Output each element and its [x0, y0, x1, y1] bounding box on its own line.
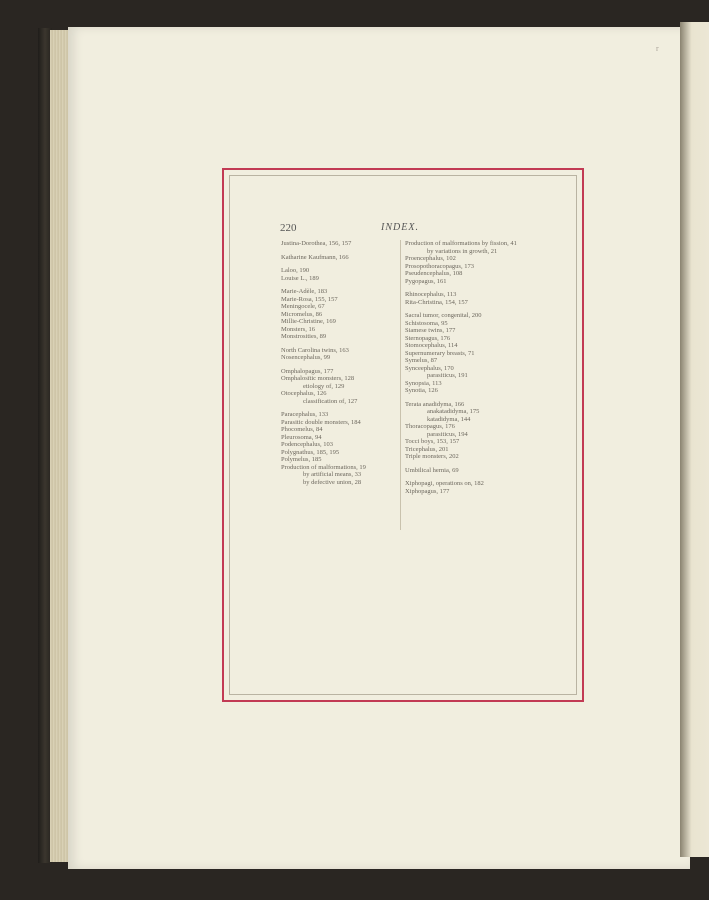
index-entry: Rhinocephalus, 113 — [405, 291, 457, 298]
index-entry: Thoracopagus, 176 — [405, 423, 455, 430]
index-entry: Monsters, 16 — [281, 325, 315, 333]
index-entry: Stomocephalus, 114 — [405, 342, 458, 349]
index-column-left — [281, 240, 401, 486]
index-entry: Rita-Christina, 154, 157 — [405, 298, 468, 306]
index-entry: Umbilical hernia, 69 — [405, 466, 459, 474]
index-entry: Symelus, 87 — [405, 357, 438, 364]
index-subentry: katadidyma, 144 — [427, 415, 471, 423]
index-subentry: anakatadidyma, 175 — [427, 408, 480, 415]
index-entry: Podencephalus, 103 — [281, 441, 333, 448]
index-subentry: by defective union, 28 — [303, 478, 362, 486]
index-subentry: by variations in growth, 21 — [427, 247, 498, 255]
index-entry: Phocomelus, 84 — [281, 426, 323, 433]
index-entry: Tricephalus, 201 — [405, 445, 449, 453]
index-entry: Paracephalus, 133 — [281, 411, 329, 418]
index-entry: Pygopagus, 161 — [405, 277, 447, 285]
index-entry: Synopsia, 113 — [405, 379, 442, 387]
index-entry: Xiphopagus, 177 — [405, 487, 450, 495]
page-edges — [50, 30, 70, 862]
index-entry: Marie-Rosa, 155, 157 — [281, 295, 338, 303]
index-column-right — [405, 240, 535, 495]
index-entry: Polymelus, 185 — [281, 456, 322, 463]
index-entry: Meningocele, 67 — [281, 303, 325, 310]
index-entry: Pleurosoma, 94 — [281, 433, 322, 441]
index-entry: Laloo, 190 — [281, 267, 310, 274]
index-entry: Production of malformations, 19 — [281, 463, 366, 471]
page-number: 220 — [280, 222, 297, 234]
index-entry: Pseudencephalus, 108 — [405, 270, 463, 277]
index-entry: Parasitic double monsters, 184 — [281, 418, 361, 426]
index-entry: Micromelus, 86 — [281, 310, 323, 318]
index-entry: Prosopothoracopagus, 173 — [405, 262, 474, 270]
index-entry: Xiphopagi, operations on, 182 — [405, 480, 484, 487]
index-entry: Siamese twins, 177 — [405, 327, 456, 334]
index-entry: Sternopagus, 176 — [405, 334, 451, 342]
index-entry: Synotia, 126 — [405, 387, 438, 394]
index-entry: Supernumerary breasts, 71 — [405, 349, 475, 357]
corner-mark: r — [656, 44, 659, 53]
index-entry: Omphalosītic monsters, 128 — [281, 375, 355, 382]
index-entry: Schistosoma, 95 — [405, 319, 448, 327]
index-entry: Otocephalus, 126 — [281, 390, 327, 397]
index-entry: Louise L., 189 — [281, 274, 319, 282]
index-subentry: by artificial means, 33 — [303, 471, 362, 478]
index-entry: Marie-Adèle, 183 — [281, 288, 328, 295]
index-entry: Tocci boys, 153, 157 — [405, 438, 460, 445]
index-subentry: parasiticus, 191 — [427, 372, 468, 379]
index-entry: Omphalopagus, 177 — [281, 367, 334, 375]
column-divider — [400, 240, 401, 530]
index-entry: Proencephalus, 102 — [405, 255, 456, 262]
index-entry: Sacral tumor, congenital, 200 — [405, 312, 482, 319]
page-header — [280, 222, 580, 236]
index-entry: Terata anadidyma, 166 — [405, 400, 465, 408]
index-subentry: parasiticus, 194 — [427, 430, 468, 438]
running-title: INDEX. — [381, 222, 419, 233]
index-entry: North Carolina twins, 163 — [281, 346, 349, 354]
index-entry: Synceephalus, 170 — [405, 364, 454, 372]
index-entry: Millie-Christine, 169 — [281, 318, 336, 325]
index-subentry: classification of, 127 — [303, 397, 358, 405]
index-entry: Monstrosities, 89 — [281, 333, 327, 340]
index-entry: Justina-Dorothea, 156, 157 — [281, 240, 352, 247]
index-entry: Triple monsters, 202 — [405, 453, 459, 460]
index-entry: Production of malformations by fission, 41 — [405, 240, 517, 247]
index-entry: Nosencephalus, 99 — [281, 354, 331, 361]
index-entry: Polygnathus, 185, 195 — [281, 448, 340, 456]
index-entry: Katharine Kaufmann, 166 — [281, 253, 349, 261]
index-subentry: etiology of, 129 — [303, 382, 345, 390]
facing-page-edge — [680, 22, 709, 857]
